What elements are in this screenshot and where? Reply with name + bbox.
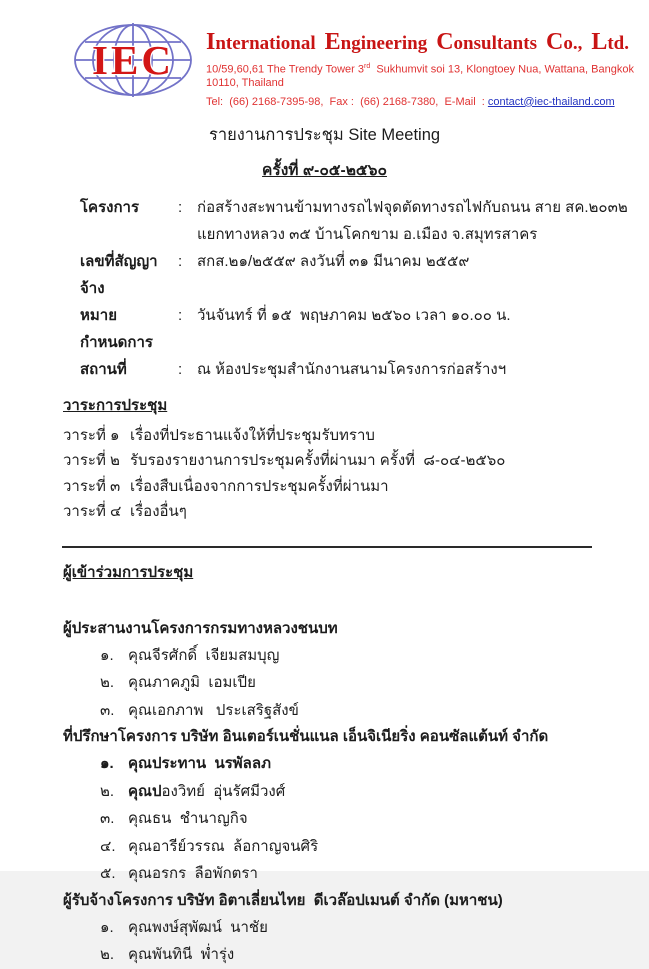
company-contact-line: [206, 96, 649, 109]
meeting-details: [80, 194, 649, 383]
agenda-item-1: วาระที่ ๑ เรื่องที่ประธานแจ้งให้ที่ประชุมรับทราบ: [63, 426, 375, 444]
email-link[interactable]: contact@iec-thailand.com: [487, 95, 615, 108]
attendee-row: ๑. คุณพงษ์สุพัฒน์ นาชัย: [100, 918, 268, 936]
company-address: 10/59,60,61 The Trendy Tower 3rd Sukhumvit soi 13, Klongtoey Nua, Wattana, Bangkok 10110, Thailand: [206, 63, 638, 89]
letterhead: [0, 0, 649, 109]
attendee-row: ๒. คุณพันทินี พ่ำรุ่ง: [100, 946, 235, 964]
attendees-heading: ผู้เข้าร่วมการประชุม: [63, 563, 194, 581]
attendee-row: ๔. คุณอารีย์วรรณ ล้อกาญจนศิริ: [100, 837, 319, 855]
attendee-row: ๒. คุณปองวิทย์ อุ่นรัศมีวงศ์: [100, 782, 286, 800]
detail-row-schedule: หมายกำหนดการ : วันจันทร์ ที่ ๑๕ พฤษภาคม ๒๕๖๐ เวลา ๑๐.๐๐ น.: [80, 306, 511, 351]
agenda-item-4: วาระที่ ๔ เรื่องอื่นๆ: [63, 503, 187, 521]
agenda-item-2: วาระที่ ๒ รับรองรายงานการประชุมครั้งที่ผ่านมา ครั้งที่ ๘-๐๔-๒๕๖๐: [63, 452, 506, 470]
agenda-section: [63, 394, 649, 525]
iec-globe-logo: [72, 22, 194, 98]
agenda-item-3: วาระที่ ๓ เรื่องสืบเนื่องจากการประชุมครั้งที่ผ่านมา: [63, 477, 389, 495]
detail-row-venue: สถานที่ : ณ ห้องประชุมสำนักงานสนามโครงการก่อสร้างฯ: [80, 360, 507, 378]
attendee-row: ๕. คุณอรกร ลือพักตรา: [100, 865, 258, 883]
section-divider: [62, 546, 592, 548]
project-value-line1: ก่อสร้างสะพานข้ามทางรถไฟจุดตัดทางรถไฟกับถนน สาย สค.๒๐๓๒: [197, 198, 628, 216]
agenda-heading: วาระการประชุม: [63, 396, 168, 414]
company-name: International Engineering Consultants Co., Ltd.: [206, 29, 629, 55]
attendee-group-title-consultant: ที่ปรึกษาโครงการ บริษัท อินเตอร์เนชั่นแนล เอ็นจิเนียริ่ง คอนซัลแต้นท์ จำกัด: [63, 728, 549, 746]
document-title: รายงานการประชุม Site Meeting: [208, 125, 441, 144]
globe-icon: [72, 22, 194, 98]
project-value-line2: แยกทางหลวง ๓๕ บ้านโคกขาม อ.เมือง จ.สมุทรสาคร: [197, 225, 538, 243]
attendee-row: ๓. คุณธน ชำนาญกิจ: [100, 810, 248, 828]
meeting-number-title: ครั้งที่ ๙-๐๕-๒๕๖๐: [262, 161, 387, 179]
letterhead-text: [206, 22, 649, 109]
attendee-row: ๑. คุณจีรศักดิ์ เจียมสมบุญ: [100, 646, 280, 664]
detail-row-contract-no: เลขที่สัญญาจ้าง : สกส.๒๑/๒๕๕๙ ลงวันที่ ๓๑ มีนาคม ๒๕๕๙: [80, 252, 470, 297]
attendee-row: ๓. คุณเอกภาพ ประเสริฐสังข์: [100, 701, 299, 719]
detail-row-project: โครงการ : ก่อสร้างสะพานข้ามทางรถไฟจุดตัดทางรถไฟกับถนน สาย สค.๒๐๓๒ แยกทางหลวง ๓๕ บ้านโคกขาม อ.เมือง จ.สมุทรสาคร: [80, 194, 649, 248]
attendee-group-title-drr: ผู้ประสานงานโครงการกรมทางหลวงชนบท: [63, 619, 338, 637]
attendee-row: ๑. คุณประทาน นรพัลลภ: [100, 755, 271, 773]
tel-fax-text: Tel: (66) 2168-7395-98, Fax : (66) 2168-7380, E-Mail :: [206, 95, 488, 108]
attendee-group-title-contractor: ผู้รับจ้างโครงการ บริษัท อิตาเลี่ยนไทย ดีเวล๊อปเมนต์ จำกัด (มหาชน): [63, 891, 503, 909]
attendee-row: ๒. คุณภาคภูมิ เอมเปีย: [100, 674, 256, 692]
logo-text: IEC: [92, 37, 174, 83]
